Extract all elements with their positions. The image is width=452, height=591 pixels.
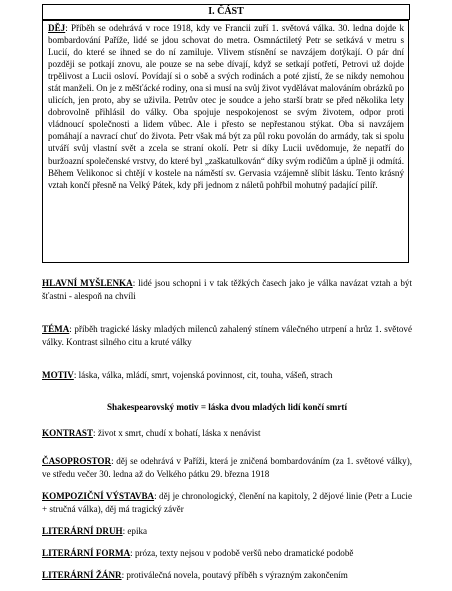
chronotope: [42, 455, 412, 481]
composition-label: KOMPOZIČNÍ VÝSTAVBA: [42, 491, 155, 501]
literary-genre: [42, 569, 412, 582]
literary-kind: [42, 525, 412, 538]
contrast: [42, 427, 412, 440]
theme-text: : příběh tragické lásky mladých milenců zahalený stínem válečného utrpení a hrůz 1. světové války. Kontrast silného citu a kruté války: [42, 324, 412, 347]
chronotope-text: : děj se odehrává v Paříži, která je zničená bombardováním (za 1. světové války), ve středu večer 30. ledna až do Velkého pátku 29. března 1918: [42, 456, 412, 479]
literary-form-text: : próza, texty nejsou v podobě veršů nebo dramatické podobě: [130, 548, 354, 558]
plot-text: : Příběh se odehrává v roce 1918, kdy ve Francii zuří 1. světová válka. 30. ledna dojde k bombardování Paříže, lidé se jdou schovat do metra. Osmnáctiletý Petr se setkává v metru s Lucií, do které se ihned se do ní zamiluje. Vlivem stísnění se navzájem dotýkají. O pár dní později se potkají znovu, ale pouze se na sebe dívají, když se setkají potřetí, Petrovi už dojde trpělivost a Lucii osloví. Povídají si o sobě a svých rodinách a poté zjistí, že se nikdy nemohou stát manželi. On je z měšťácké rodiny, ona si musí na svůj život vydělávat malováním obrázků po ulicích, jen proto, aby se uživila. Petrův otec je soudce a jeho starší bratr se před několika lety dobrovolně přihlásil do války. Oba spojuje nespokojenost se svým životem, odpor proti vládnoucí společnosti a lidem vůbec. Ale i přesto se nepřestanou stýkat. Oba si navzájem pomáhají a navrací chuť do života. Petr však má být za půl roku povolán do armády, tak si spolu utváří svůj vlastní svět a zcela se straní okolí. Petr si díky Lucii uvědomuje, že nepatří do buržoazní společenské vrstvy, do které byl „zaškatulkován“ díky svým rodičům a úplně ji odmítá. Během Velikonoc si chtějí v kostele na náměstí sv. Gervasia vzájemně slíbit lásku. Tento krásný vztah končí přesně na Velký Pátek, kdy při jednom z náletů pohřbil mohutný padající pilíř.: [48, 23, 404, 190]
theme-label: TÉMA: [42, 324, 70, 334]
contrast-label: KONTRAST: [42, 428, 94, 438]
contrast-text: : život x smrt, chudí x bohatí, láska x nenávist: [93, 428, 261, 438]
literary-form: [42, 547, 412, 560]
motif-text: : láska, válka, mládí, smrt, vojenská povinnost, cit, touha, vášeň, strach: [73, 370, 333, 380]
motif-label: MOTIV: [42, 370, 74, 380]
plot-label: DĚJ: [48, 23, 66, 33]
shakespeare-motif: Shakespearovský motiv = láska dvou mladých lidí končí smrtí: [107, 402, 347, 412]
main-idea-text: : lidé jsou schopni i v tak těžkých časech jako je válka navázat vztah a být šťastni - alespoň na chvíli: [42, 278, 412, 301]
theme: [42, 323, 412, 349]
main-idea: [42, 277, 412, 303]
composition: [42, 490, 412, 516]
literary-kind-text: : epika: [122, 526, 148, 536]
plot-paragraph: [48, 22, 404, 191]
literary-genre-text: : protiválečná novela, poutavý příběh s výrazným zakončením: [121, 570, 348, 580]
literary-kind-label: LITERÁRNÍ DRUH: [42, 526, 123, 536]
literary-genre-label: LITERÁRNÍ ŽÁNR: [42, 570, 122, 580]
plot-box: [42, 20, 409, 263]
chronotope-label: ČASOPROSTOR: [42, 456, 112, 466]
main-idea-label: HLAVNÍ MYŠLENKA: [42, 278, 133, 288]
composition-text: : děj je chronologický, členění na kapitoly, 2 dějové linie (Petr a Lucie + stručná válka), děj má tragický závěr: [42, 491, 412, 514]
literary-form-label: LITERÁRNÍ FORMA: [42, 548, 131, 558]
motif: [42, 369, 412, 382]
section-title: I. ČÁST: [42, 4, 410, 20]
